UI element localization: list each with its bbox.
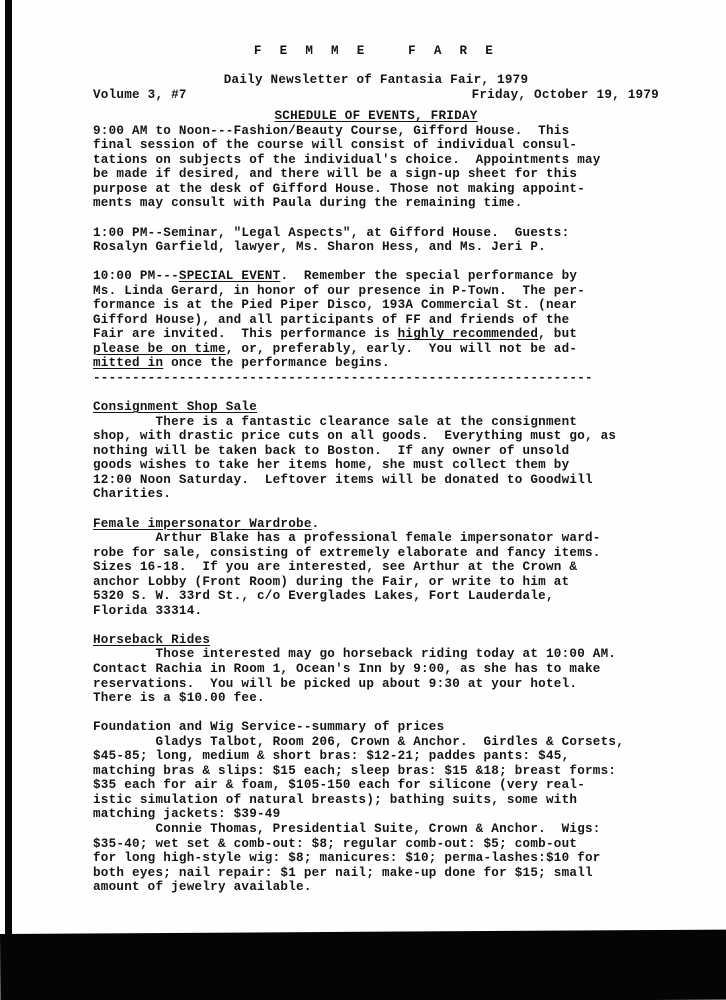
paragraph-line: ments may consult with Paula during the remaining time. bbox=[93, 196, 523, 211]
spacer bbox=[93, 386, 659, 401]
schedule-item-title: Fashion/Beauty Course, Gifford House. This bbox=[233, 123, 570, 138]
spacer bbox=[93, 211, 659, 226]
schedule-heading bbox=[93, 109, 659, 124]
paragraph-line: goods wishes to take her items home, she must collect them by bbox=[93, 458, 570, 473]
paragraph-text: Fair are invited. This performance is bbox=[93, 327, 398, 342]
spacer bbox=[93, 706, 659, 721]
paragraph-line: formance is at the Pied Piper Disco, 193A Commercial St. (near bbox=[93, 298, 578, 313]
paragraph-line: for long high-style wig: $8; manicures: $10; perma-lashes:$10 for bbox=[93, 851, 601, 866]
paragraph-text: , or, preferably, early. You will not be ad- bbox=[225, 341, 578, 356]
paragraph-line bbox=[93, 356, 659, 371]
paragraph-line: There is a fantastic clearance sale at the consignment bbox=[93, 414, 578, 429]
paragraph-line: anchor Lobby (Front Room) during the Fair, or write to him at bbox=[93, 574, 570, 589]
paragraph-line: Ms. Linda Gerard, in honor of our presence in P-Town. The per- bbox=[93, 283, 585, 298]
paragraph-line: Rosalyn Garfield, lawyer, Ms. Sharon Hess, and Ms. Jeri P. bbox=[93, 240, 546, 255]
schedule-item-legal-seminar: 1:00 PM--Seminar, "Legal Aspects", at Gifford House. Guests: bbox=[93, 225, 570, 240]
volume-number: Volume 3, #7 bbox=[93, 87, 187, 102]
spacer bbox=[93, 255, 659, 270]
paragraph-line: nothing will be taken back to Boston. If any owner of unsold bbox=[93, 443, 570, 458]
paragraph-line: amount of jewelry available. bbox=[93, 880, 312, 895]
schedule-item-special-event bbox=[93, 269, 659, 284]
section-heading-horseback-rides bbox=[93, 633, 659, 648]
paragraph-line: 5320 S. W. 33rd St., c/o Everglades Lakes, Fort Lauderdale, bbox=[93, 589, 554, 604]
section-heading-foundation-and-wig-service: Foundation and Wig Service--summary of prices bbox=[93, 720, 445, 735]
paragraph-line: purpose at the desk of Gifford House. Those not making appoint- bbox=[93, 181, 585, 196]
paragraph-line: Gladys Talbot, Room 206, Crown & Anchor. Girdles & Corsets, bbox=[93, 734, 625, 749]
paragraph-line: Gifford House), and all participants of FF and friends of the bbox=[93, 312, 570, 327]
paragraph-line: reservations. You will be picked up about 9:30 at your hotel. bbox=[93, 676, 578, 691]
scan-edge-left bbox=[5, 0, 12, 1000]
section-heading-consignment-shop-sale bbox=[93, 400, 659, 415]
spacer bbox=[93, 59, 659, 74]
schedule-heading-text: SCHEDULE OF EVENTS, FRIDAY bbox=[274, 109, 478, 124]
paragraph-line bbox=[93, 342, 659, 357]
paragraph-line: $45-85; long, medium & short bras: $12-21; paddes pants: $45, bbox=[93, 749, 570, 764]
schedule-item-time: 10:00 PM--- bbox=[93, 269, 179, 284]
schedule-item-title: . Remember the special performance by bbox=[280, 269, 578, 284]
paragraph-line bbox=[93, 327, 659, 342]
newsletter-body bbox=[93, 44, 659, 895]
section-heading-text: Consignment Shop Sale bbox=[93, 400, 257, 415]
paragraph-line: Sizes 16-18. If you are interested, see Arthur at the Crown & bbox=[93, 560, 578, 575]
emphasis-highly-recommended: highly recommended bbox=[397, 327, 539, 342]
paragraph-line: Charities. bbox=[93, 487, 172, 502]
paragraph-text: , but bbox=[538, 327, 578, 342]
newsletter-subtitle: Daily Newsletter of Fantasia Fair, 1979 bbox=[223, 73, 529, 88]
paragraph-line: 12:00 Noon Saturday. Leftover items will be donated to Goodwill bbox=[93, 472, 593, 487]
paragraph-line: $35 each for air & foam, $105-150 each for silicone (very real- bbox=[93, 778, 585, 793]
volume-date-line bbox=[93, 88, 659, 103]
paragraph-line: tations on subjects of the individual's choice. Appointments may bbox=[93, 152, 601, 167]
paragraph-line: matching jackets: $39-49 bbox=[93, 807, 281, 822]
paragraph-line: both eyes; nail repair: $1 per nail; make-up done for $15; small bbox=[93, 865, 593, 880]
spacer bbox=[93, 102, 659, 109]
paragraph-line: istic simulation of natural breasts); bathing suits, some with bbox=[93, 792, 578, 807]
paragraph-text: once the performance begins. bbox=[163, 356, 390, 371]
paragraph-line: Connie Thomas, Presidential Suite, Crown & Anchor. Wigs: bbox=[93, 821, 601, 836]
special-event-label: SPECIAL EVENT bbox=[178, 269, 281, 284]
paragraph-line: Those interested may go horseback riding today at 10:00 AM. bbox=[93, 647, 617, 662]
schedule-item-time: 9:00 AM to Noon--- bbox=[93, 123, 234, 138]
scan-band-bottom bbox=[0, 930, 726, 1000]
paragraph-line: $35-40; wet set & comb-out: $8; regular comb-out: $5; comb-out bbox=[93, 836, 578, 851]
masthead-title: F E M M E F A R E bbox=[253, 44, 499, 58]
paragraph-line: robe for sale, consisting of extremely elaborate and fancy items. bbox=[93, 545, 601, 560]
emphasis-mitted-in: mitted in bbox=[93, 356, 164, 371]
section-heading-text: Horseback Rides bbox=[93, 632, 211, 647]
emphasis-please-be-on-time: please be on time bbox=[93, 341, 226, 356]
section-heading-female-impersonator-wardrobe bbox=[93, 517, 659, 532]
section-separator: ---------------------------------------------------------------- bbox=[93, 371, 593, 386]
paragraph-line: be made if desired, and there will be a sign-up sheet for this bbox=[93, 167, 578, 182]
schedule-item-fashion-course bbox=[93, 124, 659, 139]
spacer bbox=[93, 618, 659, 633]
paragraph-line: Florida 33314. bbox=[93, 603, 203, 618]
paragraph-line: shop, with drastic price cuts on all goods. Everything must go, as bbox=[93, 429, 617, 444]
section-heading-text: Female impersonator Wardrobe bbox=[93, 516, 312, 531]
paragraph-line: matching bras & slips: $15 each; sleep bras: $15 &18; breast forms: bbox=[93, 763, 617, 778]
paragraph-line: Contact Rachia in Room 1, Ocean's Inn by 9:00, as she has to make bbox=[93, 661, 601, 676]
section-heading-suffix: . bbox=[311, 516, 320, 531]
paragraph-line: final session of the course will consist of individual consul- bbox=[93, 138, 578, 153]
issue-date: Friday, October 19, 1979 bbox=[471, 87, 659, 102]
paragraph-line: There is a $10.00 fee. bbox=[93, 691, 265, 706]
paragraph-line: Arthur Blake has a professional female impersonator ward- bbox=[93, 531, 601, 546]
spacer bbox=[93, 502, 659, 517]
